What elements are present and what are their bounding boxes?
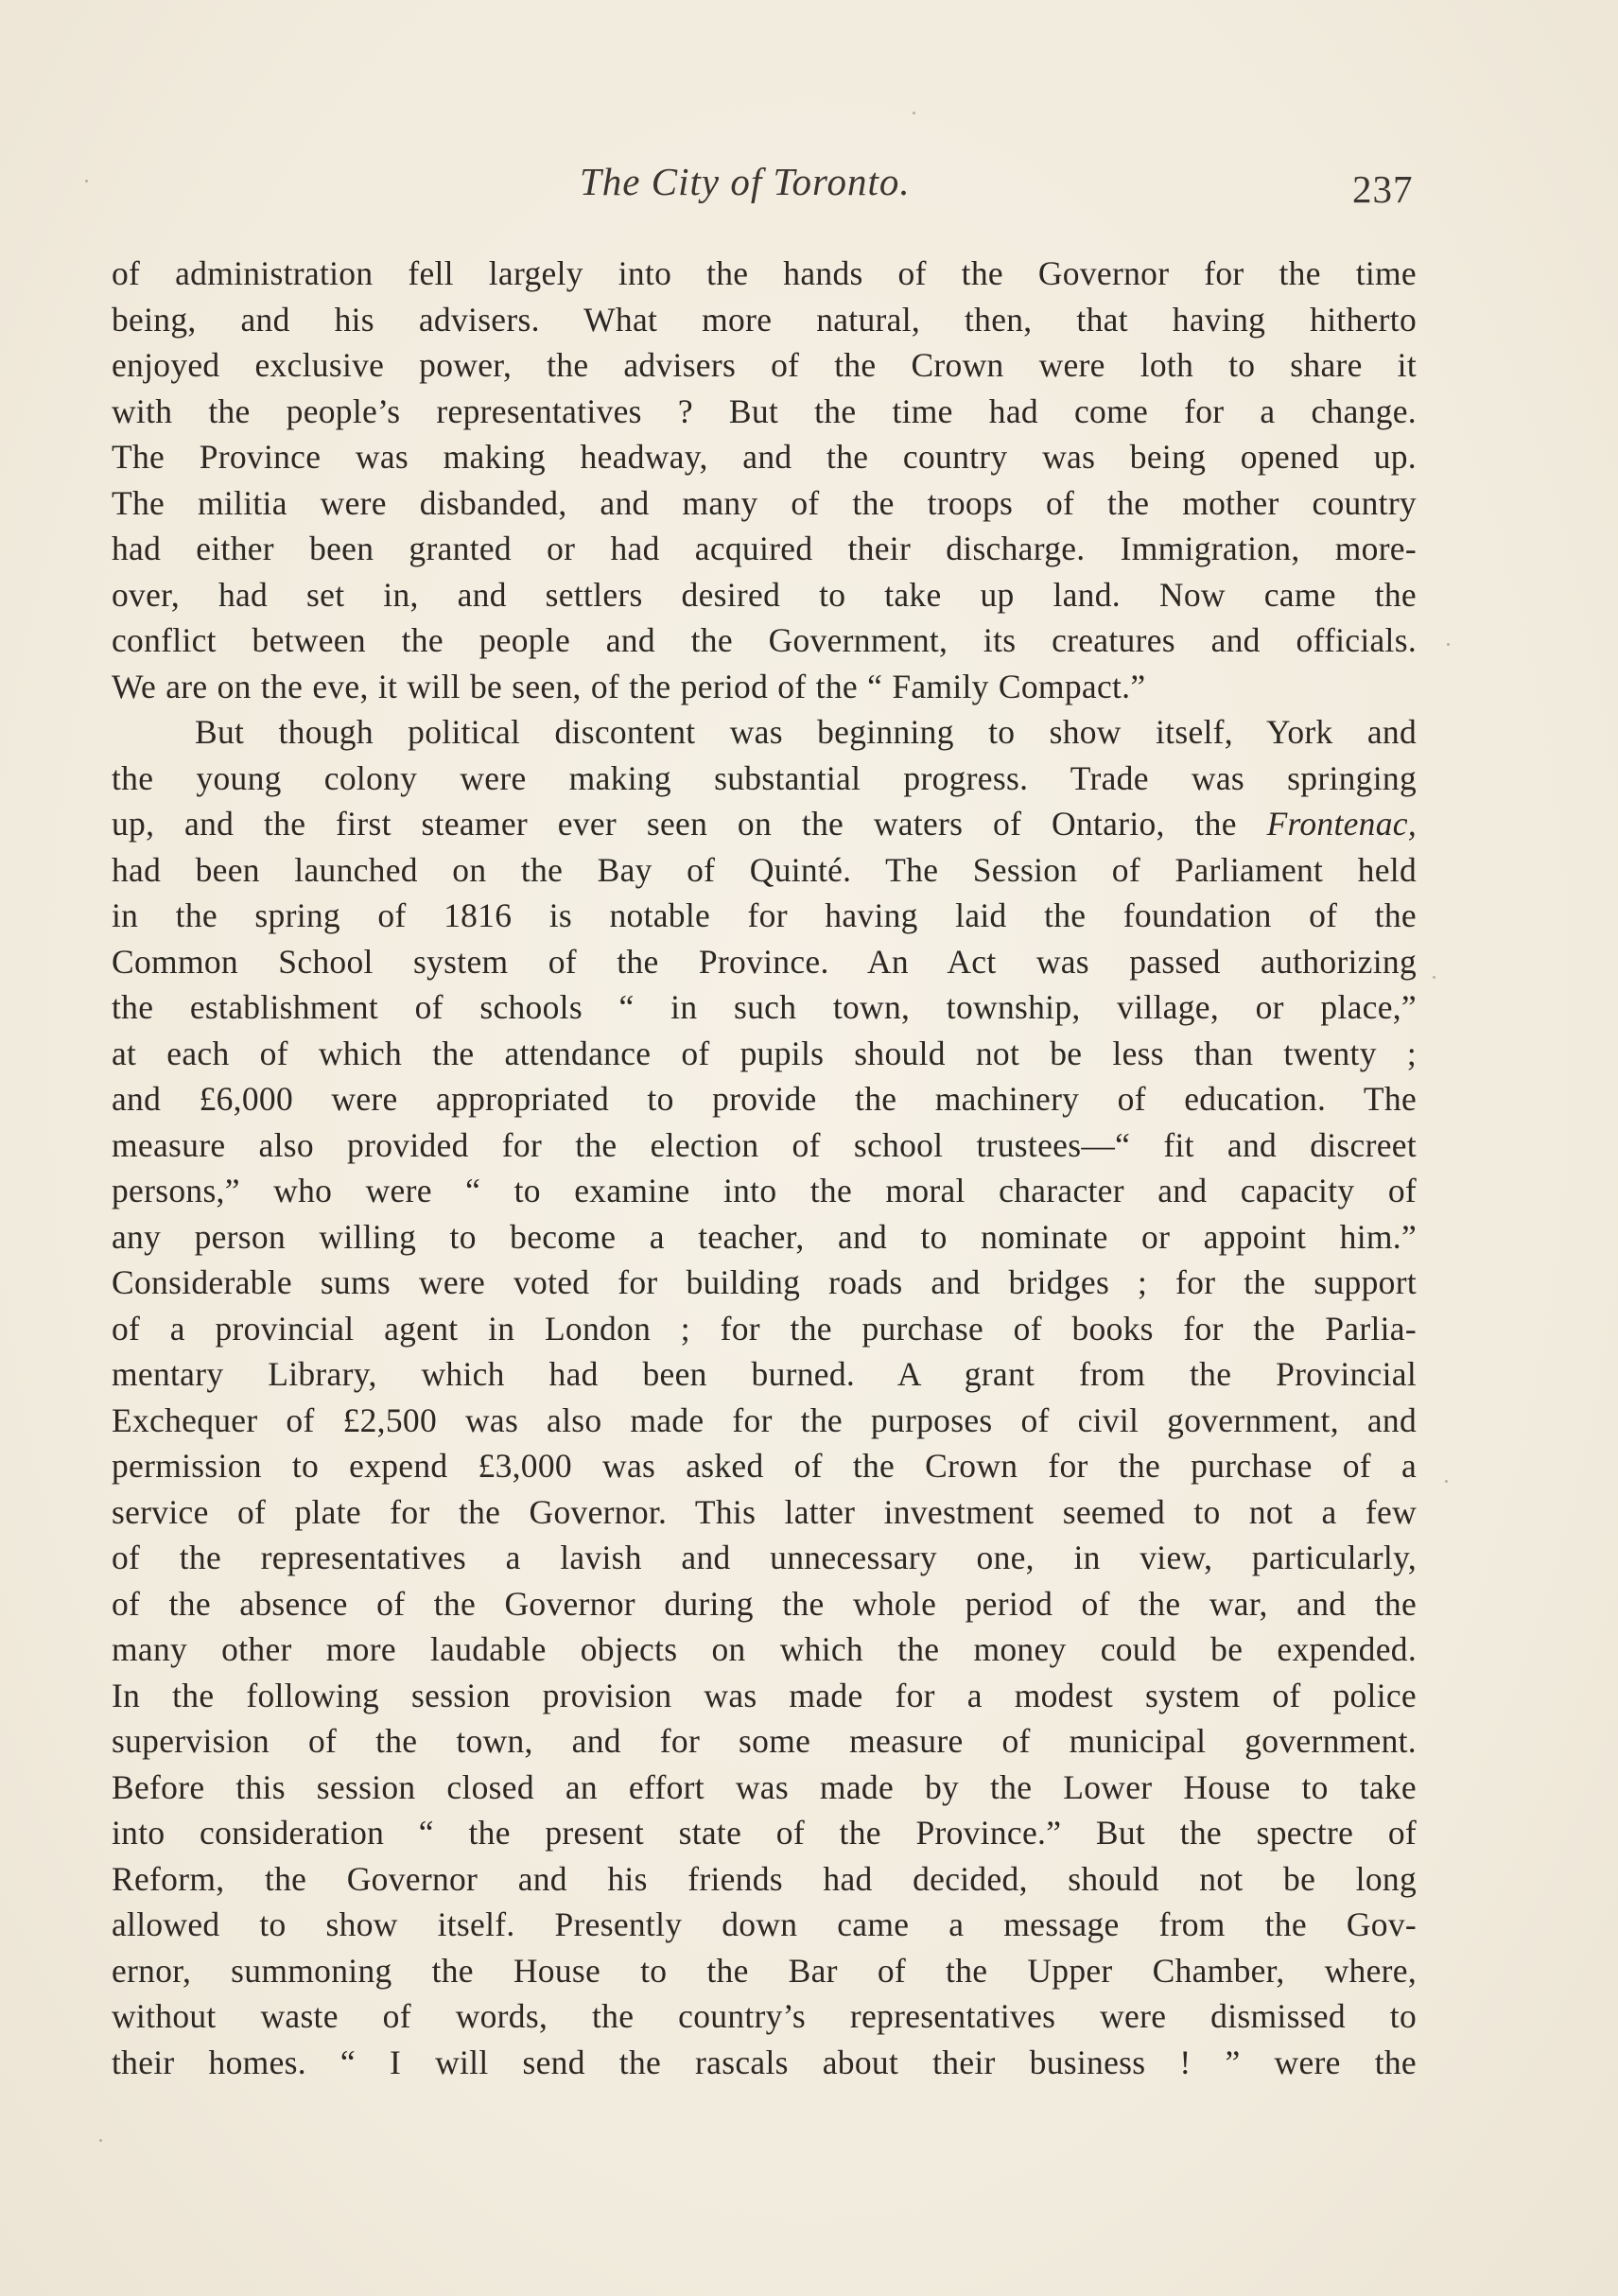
paper-speck: [85, 180, 88, 183]
text-line: conflict between the people and the Government, its creatures and officials.: [112, 621, 1417, 659]
text-line: in the spring of 1816 is notable for having laid the foundation of the: [112, 896, 1417, 934]
text-line: at each of which the attendance of pupils should not be less than twenty ;: [112, 1034, 1417, 1072]
text-line: the establishment of schools “ in such town, township, village, or place,”: [112, 988, 1417, 1026]
text-line: In the following session provision was made for a modest system of police: [112, 1676, 1417, 1714]
text-line: of a provincial agent in London ; for the purchase of books for the Parlia-: [112, 1309, 1417, 1348]
text-line: into consideration “ the present state of the Province.” But the spectre of: [112, 1814, 1417, 1852]
text-line: any person willing to become a teacher, and to nominate or appoint him.”: [112, 1217, 1417, 1256]
text-fragment: up, and the first steamer ever seen on the waters of Ontario, the: [112, 805, 1267, 843]
text-line: supervision of the town, and for some measure of municipal government.: [112, 1722, 1417, 1760]
text-line: their homes. “ I will send the rascals about their business ! ” were the: [112, 2043, 1417, 2081]
text-line: Common School system of the Province. An Act was passed authorizing: [112, 942, 1417, 981]
text-line: being, and his advisers. What more natural, then, that having hitherto: [112, 300, 1417, 339]
paper-speck: [913, 112, 915, 114]
text-line: with the people’s representatives ? But the time had come for a change.: [112, 391, 1417, 430]
text-line: allowed to show itself. Presently down came a message from the Gov-: [112, 1905, 1417, 1943]
text-line: The militia were disbanded, and many of the troops of the mother country: [112, 483, 1417, 522]
italic-ship-name: Frontenac,: [1266, 805, 1417, 843]
text-line: the young colony were making substantial progress. Trade was springing: [112, 758, 1417, 797]
text-line: mentary Library, which had been burned. A grant from the Provincial: [112, 1355, 1417, 1393]
text-line: persons,” who were “ to examine into the moral character and capacity of: [112, 1172, 1417, 1209]
text-line: Before this session closed an effort was made by the Lower House to take: [112, 1767, 1417, 1806]
running-head: [0, 159, 1618, 216]
paper-speck: [99, 2139, 102, 2142]
text-line: of the representatives a lavish and unnecessary one, in view, particularly,: [112, 1539, 1417, 1576]
paper-speck: [1447, 643, 1450, 646]
paper-speck: [1433, 976, 1435, 979]
text-line: Reform, the Governor and his friends had decided, should not be long: [112, 1859, 1417, 1898]
running-head-title: The City of Toronto.: [580, 160, 911, 203]
text-line: measure also provided for the election of school trustees—“ fit and discreet: [112, 1125, 1417, 1164]
text-line: ernor, summoning the House to the Bar of the Upper Chamber, where,: [112, 1951, 1417, 1990]
text-line: without waste of words, the country’s representatives were dismissed to: [112, 1997, 1417, 2035]
paper-speck: [1445, 1480, 1448, 1483]
text-line: Exchequer of £2,500 was also made for the purposes of civil government, and: [112, 1400, 1417, 1439]
text-line: service of plate for the Governor. This latter investment seemed to not a few: [112, 1492, 1417, 1531]
body-text: [112, 251, 1417, 2085]
paragraph-start-line: But though political discontent was beginning to show itself, York and: [195, 713, 1417, 751]
text-line: of the absence of the Governor during the whole period of the war, and the: [112, 1584, 1417, 1623]
text-line: over, had set in, and settlers desired to take up land. Now came the: [112, 575, 1417, 614]
text-line: Considerable sums were voted for building roads and bridges ; for the support: [112, 1263, 1417, 1301]
text-line: had been launched on the Bay of Quinté. The Session of Parliament held: [112, 850, 1417, 889]
text-line: had either been granted or had acquired their discharge. Immigration, more-: [112, 530, 1417, 567]
text-line: and £6,000 were appropriated to provide the machinery of education. The: [112, 1080, 1417, 1118]
paragraph-end-line: We are on the eve, it will be seen, of the period of the “ Family Compact.”: [112, 667, 1146, 705]
text-line: The Province was making headway, and the country was being opened up.: [112, 438, 1417, 476]
text-line: of administration fell largely into the hands of the Governor for the time: [112, 254, 1417, 292]
text-line: enjoyed exclusive power, the advisers of the Crown were loth to share it: [112, 346, 1417, 384]
text-line: many other more laudable objects on which the money could be expended.: [112, 1630, 1417, 1668]
page-number: 237: [1352, 167, 1414, 211]
text-line-with-italic: [112, 801, 1417, 847]
text-line: permission to expend £3,000 was asked of the Crown for the purchase of a: [112, 1447, 1417, 1485]
